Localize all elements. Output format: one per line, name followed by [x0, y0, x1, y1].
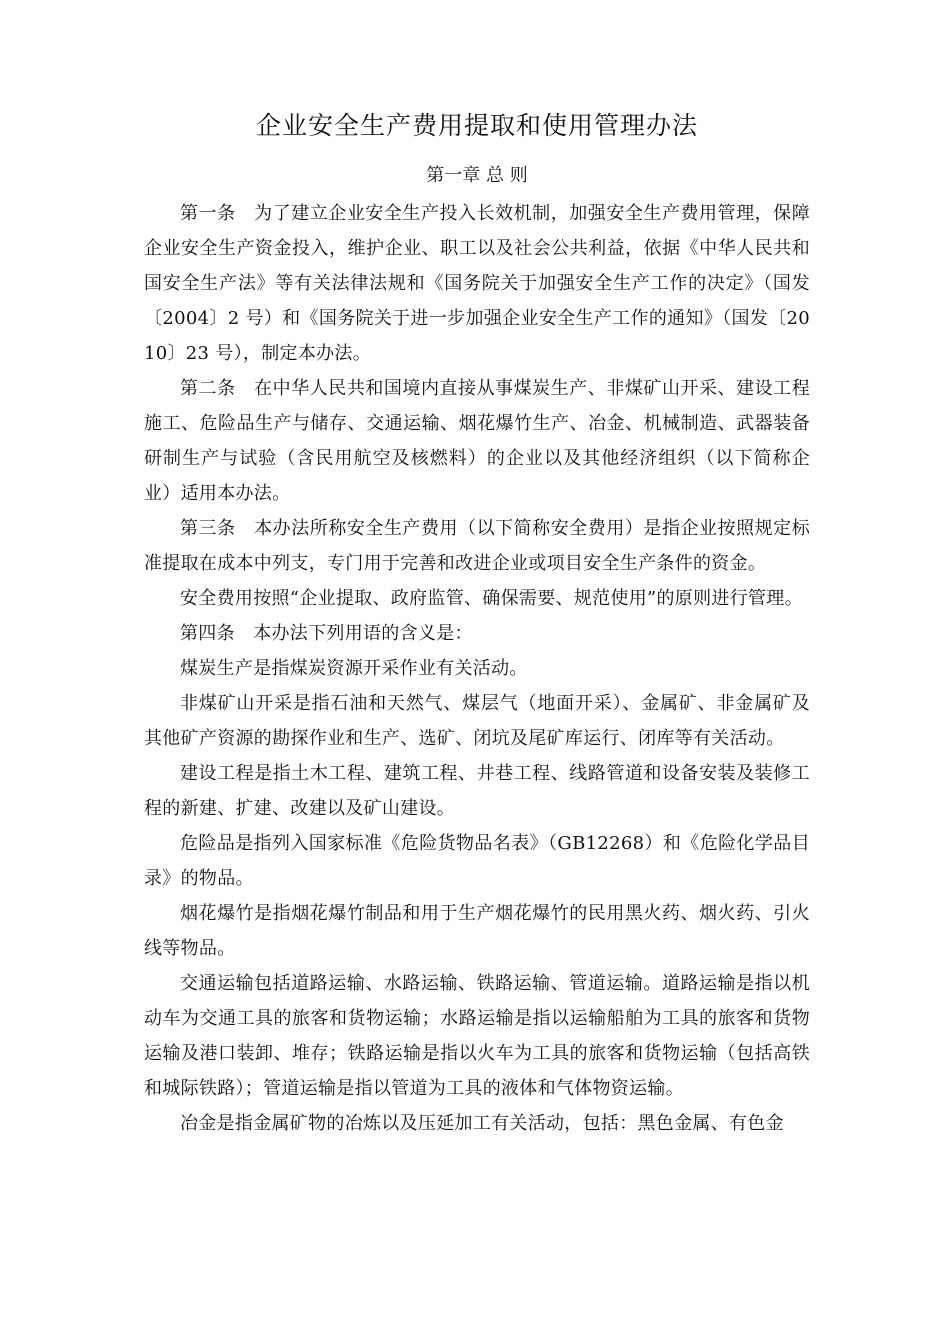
article-1-paragraph: 第一条 为了建立企业安全生产投入长效机制，加强安全生产费用管理，保障企业安全生产资金投入，维护企业、职工以及社会公共利益，依据《中华人民共和国安全生产法》等有关法律法规和《国务院关于加强安全生产工作的决定》（国发〔2004〕2 号）和《国务院关于进一步加强企业安全生产工作的通知》（国发〔2010〕23 号），制定本办法。	[144, 203, 810, 364]
construction-project-definition: 建设工程是指土木工程、建筑工程、井巷工程、线路管道和设备安装及装修工程的新建、扩建、改建以及矿山建设。	[144, 763, 810, 819]
chapter-title: 第一章 总 则	[426, 165, 528, 186]
coal-production-definition: 煤炭生产是指煤炭资源开采作业有关活动。	[180, 658, 528, 679]
article-2-paragraph: 第二条 在中华人民共和国境内直接从事煤炭生产、非煤矿山开采、建设工程施工、危险品生产与储存、交通运输、烟花爆竹生产、冶金、机械制造、武器装备研制生产与试验（含民用航空及核燃料）的企业以及其他经济组织（以下简称企业）适用本办法。	[144, 378, 810, 504]
article-4-paragraph: 第四条 本办法下列用语的含义是：	[180, 623, 473, 644]
transportation-definition: 交通运输包括道路运输、水路运输、铁路运输、管道运输。道路运输是指以机动车为交通工具的旅客和货物运输；水路运输是指以运输船舶为工具的旅客和货物运输及港口装卸、堆存；铁路运输是指以火车为工具的旅客和货物运输（包括高铁和城际铁路）；管道运输是指以管道为工具的液体和气体物资运输。	[144, 973, 810, 1099]
dangerous-goods-definition: 危险品是指列入国家标准《危险货物品名表》（GB12268）和《危险化学品目录》的物品。	[144, 833, 810, 889]
non-coal-mining-definition: 非煤矿山开采是指石油和天然气、煤层气（地面开采）、金属矿、非金属矿及其他矿产资源的勘探作业和生产、选矿、闭坑及尾矿库运行、闭库等有关活动。	[144, 693, 810, 749]
safety-fee-principle-paragraph: 安全费用按照“企业提取、政府监管、确保需要、规范使用”的原则进行管理。	[180, 588, 803, 609]
metallurgy-definition: 冶金是指金属矿物的冶炼以及压延加工有关活动，包括：黑色金属、有色金	[180, 1113, 784, 1134]
article-3-paragraph: 第三条 本办法所称安全生产费用（以下简称安全费用）是指企业按照规定标准提取在成本中列支，专门用于完善和改进企业或项目安全生产条件的资金。	[144, 518, 810, 574]
document-title: 企业安全生产费用提取和使用管理办法	[255, 111, 698, 140]
document-page	[144, 110, 810, 1141]
fireworks-definition: 烟花爆竹是指烟花爆竹制品和用于生产烟花爆竹的民用黑火药、烟火药、引火线等物品。	[144, 903, 810, 959]
